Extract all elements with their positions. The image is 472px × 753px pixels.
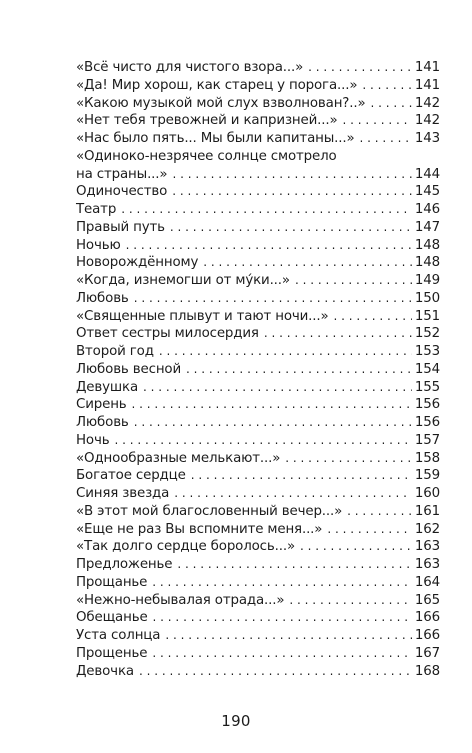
- toc-entry: [76, 414, 440, 432]
- toc-entry: [76, 592, 440, 610]
- dot-leader: [152, 645, 412, 663]
- toc-entry-page: 163: [414, 539, 440, 555]
- toc-entry: [76, 254, 440, 272]
- toc-entry: [76, 538, 440, 556]
- dot-leader: [134, 414, 412, 432]
- toc-entry-page: 163: [414, 557, 440, 572]
- dot-leader: [139, 663, 412, 681]
- toc-entry-title: Театр: [76, 202, 117, 217]
- dot-leader: [347, 503, 412, 521]
- toc-entry: [76, 290, 440, 308]
- toc-entry-page: 165: [414, 592, 440, 608]
- dot-leader: [300, 538, 412, 556]
- dot-leader: [360, 130, 412, 148]
- toc-entry-page: 164: [414, 574, 440, 590]
- toc-entry: [76, 219, 440, 237]
- toc-entry-page: 166: [414, 628, 440, 643]
- toc-entry-title: Ответ сестры милосердия: [76, 326, 259, 342]
- toc-entry-first-line: [76, 148, 440, 166]
- toc-entry-title: Любовь: [76, 290, 129, 306]
- dot-leader: [114, 432, 411, 450]
- toc-entry-page: 168: [414, 663, 440, 679]
- toc-entry-title: «Священные плывут и тают ночи...»: [76, 308, 329, 324]
- dot-leader: [152, 574, 412, 592]
- toc-entry: [76, 396, 440, 414]
- toc-entry-page: 157: [414, 432, 440, 448]
- toc-entry-page: 166: [414, 610, 440, 626]
- toc-entry-page: 141: [414, 77, 440, 93]
- toc-entry-title: Второй год: [76, 344, 154, 359]
- toc-entry: [76, 556, 440, 574]
- toc-entry-title: Богатое сердце: [76, 468, 186, 484]
- dot-leader: [203, 254, 412, 272]
- toc-entry-page: 142: [414, 95, 440, 111]
- toc-entry: [76, 183, 440, 201]
- toc-entry: [76, 609, 440, 627]
- toc-entry: [76, 485, 440, 503]
- dot-leader: [191, 467, 412, 485]
- dot-leader: [121, 201, 412, 219]
- toc-entry-page: 155: [414, 379, 440, 395]
- toc-entry: [76, 130, 440, 148]
- toc-entry: [76, 237, 440, 255]
- toc-entry: [76, 379, 440, 397]
- toc-entry: [76, 272, 440, 290]
- toc-entry: [76, 467, 440, 485]
- dot-leader: [308, 59, 412, 77]
- dot-leader: [186, 361, 412, 379]
- toc-entry-page: 154: [414, 361, 440, 377]
- dot-leader: [362, 77, 412, 95]
- toc-entry: [76, 95, 440, 113]
- dot-leader: [170, 219, 412, 237]
- toc-entry-title: «Еще не раз Вы вспомните меня...»: [76, 521, 323, 537]
- toc-entry-title: Девушка: [76, 379, 139, 395]
- toc-entry-page: 167: [414, 645, 440, 661]
- dot-leader: [172, 183, 412, 201]
- toc-entry: [76, 627, 440, 645]
- dot-leader: [159, 343, 412, 361]
- dot-leader: [295, 272, 412, 290]
- dot-leader: [172, 166, 411, 184]
- toc-entry-title: «Так долго сердце боролось...»: [76, 539, 295, 555]
- toc-entry-title: Обещанье: [76, 610, 148, 626]
- toc-entry: [76, 343, 440, 361]
- toc-entry-page: 158: [414, 450, 440, 466]
- toc-entry-title: «В этот мой благословенный вечер...»: [76, 503, 343, 519]
- toc-entry: [76, 201, 440, 219]
- toc-entry: [76, 166, 440, 184]
- toc-entry: [76, 503, 440, 521]
- toc-entry-title: Правый путь: [76, 219, 165, 235]
- toc-entry: [76, 521, 440, 539]
- dot-leader: [132, 396, 412, 414]
- dot-leader: [334, 308, 412, 326]
- toc-entry-page: 156: [414, 415, 440, 430]
- toc-entry-page: 160: [414, 486, 440, 501]
- toc-entry-title: Прощанье: [76, 574, 148, 590]
- toc-entry: [76, 432, 440, 450]
- dot-leader: [126, 237, 412, 255]
- page-number: 190: [221, 712, 251, 730]
- toc-entry: [76, 77, 440, 95]
- toc-entry-page: 145: [414, 184, 440, 200]
- toc-entry-title: Уста солнца: [76, 628, 161, 643]
- dot-leader: [285, 450, 412, 468]
- toc-entry-title: на страны...»: [76, 166, 168, 182]
- dot-leader: [177, 556, 412, 574]
- toc-entry-title: Ночью: [76, 237, 121, 253]
- toc-entry-page: 142: [414, 113, 440, 129]
- toc-entry: [76, 112, 440, 130]
- dot-leader: [327, 521, 412, 539]
- toc-entry-title: Сирень: [76, 397, 127, 413]
- toc-entry-title: Синяя звезда: [76, 486, 170, 501]
- toc-entry-title: «Нежно-небывалая отрада...»: [76, 592, 285, 608]
- toc-entry-page: 144: [414, 166, 440, 182]
- toc-entry-title: «Нас было пять... Мы были капитаны...»: [76, 131, 355, 146]
- toc-entry-title: «Какою музыкой мой слух взволнован?..»: [76, 95, 366, 111]
- toc-entry: [76, 450, 440, 468]
- toc-entry-page: 162: [414, 521, 440, 537]
- dot-leader: [165, 627, 412, 645]
- dot-leader: [264, 325, 412, 343]
- toc-entry-page: 152: [414, 326, 440, 342]
- dot-leader: [289, 592, 411, 610]
- toc-entry: [76, 325, 440, 343]
- toc-entry-page: 146: [414, 202, 440, 217]
- dot-leader: [343, 112, 412, 130]
- toc-entry-page: 159: [414, 468, 440, 484]
- toc-entry-title: Новорождённому: [76, 255, 199, 271]
- toc-entry-page: 149: [414, 273, 440, 288]
- toc-entry: [76, 59, 440, 77]
- toc-entry-title: «Нет тебя тревожней и капризней...»: [76, 113, 338, 129]
- table-of-contents: [76, 59, 440, 680]
- toc-entry: [76, 361, 440, 379]
- toc-entry-title: «Когда, изнемогши от мýки...»: [76, 273, 290, 288]
- toc-entry-page: 147: [414, 219, 440, 235]
- toc-entry: [76, 308, 440, 326]
- toc-entry-page: 143: [414, 131, 440, 146]
- toc-entry-page: 156: [414, 397, 440, 413]
- toc-entry-title: Прощенье: [76, 645, 148, 661]
- toc-entry-title: Одиночество: [76, 184, 168, 200]
- dot-leader: [143, 379, 412, 397]
- toc-entry-title: Девочка: [76, 663, 134, 679]
- dot-leader: [174, 485, 412, 503]
- dot-leader: [134, 290, 412, 308]
- toc-entry-title: Предложенье: [76, 557, 173, 572]
- toc-entry-title: «Однообразные мелькают...»: [76, 450, 281, 466]
- toc-entry-title: Ночь: [76, 432, 110, 448]
- dot-leader: [371, 95, 412, 113]
- toc-entry-page: 150: [414, 290, 440, 306]
- toc-entry-page: 153: [414, 344, 440, 359]
- toc-entry-page: 148: [414, 237, 440, 253]
- toc-entry-title: Любовь: [76, 415, 129, 430]
- toc-entry: [76, 645, 440, 663]
- toc-entry-page: 141: [414, 60, 440, 75]
- toc-entry: [76, 574, 440, 592]
- toc-entry-title: Любовь весной: [76, 361, 182, 377]
- toc-entry-title: «Всё чисто для чистого взора...»: [76, 60, 304, 75]
- toc-entry-page: 148: [414, 255, 440, 271]
- dot-leader: [153, 609, 412, 627]
- toc-entry: [76, 663, 440, 681]
- toc-entry-title: «Одиноко-незрячее солнце смотрело: [76, 148, 337, 164]
- toc-entry-page: 151: [414, 308, 440, 324]
- toc-entry-page: 161: [414, 503, 440, 519]
- toc-entry-title: «Да! Мир хорош, как старец у порога...»: [76, 77, 358, 93]
